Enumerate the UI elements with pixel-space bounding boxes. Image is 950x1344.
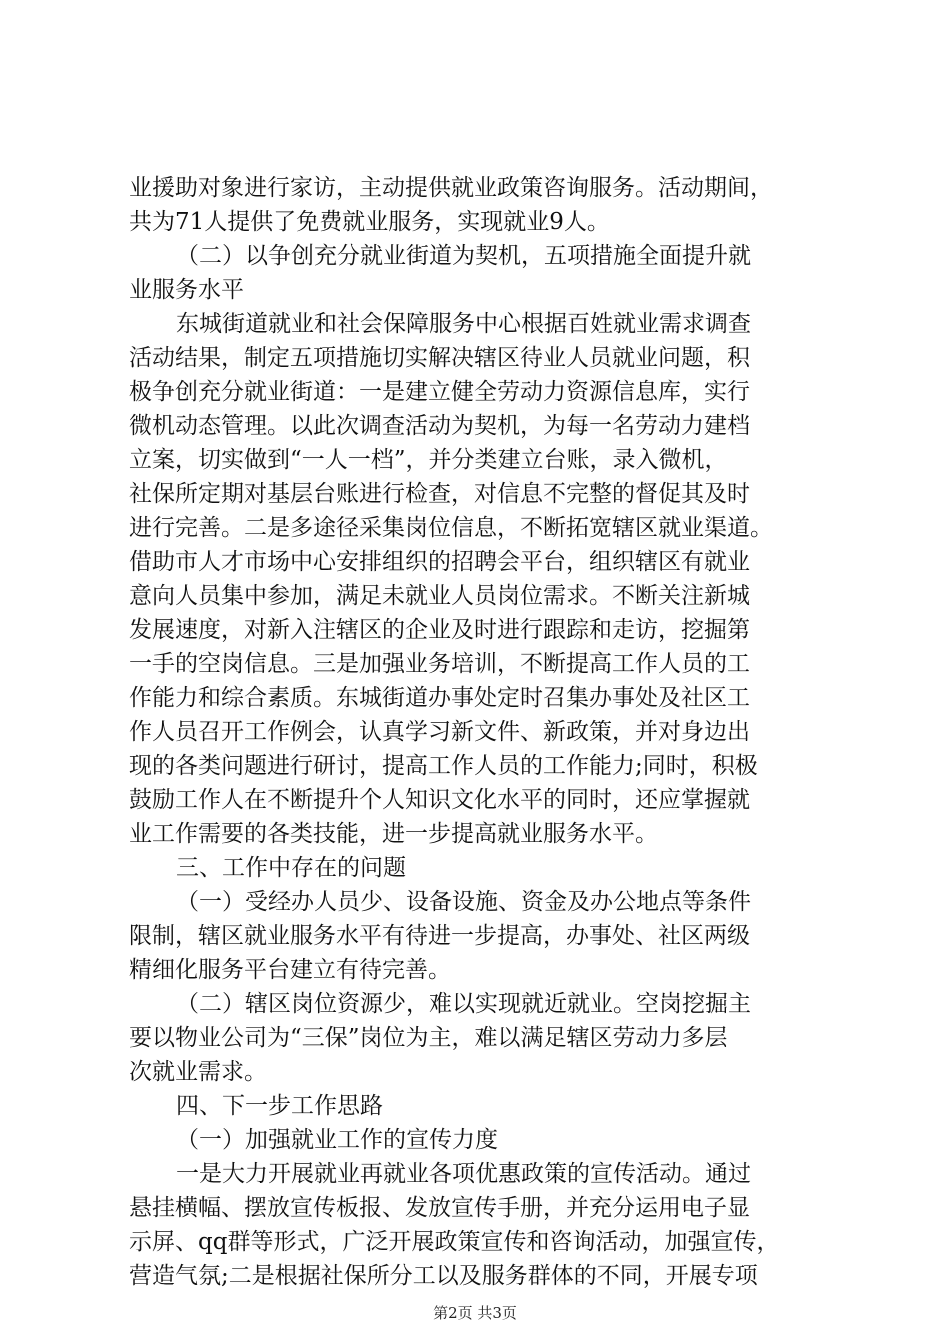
text-line: 进行完善。二是多途径采集岗位信息，不断拓宽辖区就业渠道。 xyxy=(129,515,773,541)
text-line: 活动结果，制定五项措施切实解决辖区待业人员就业问题，积 xyxy=(129,345,750,371)
text-line: 精细化服务平台建立有待完善。 xyxy=(129,957,451,983)
text-line: 借助市人才市场中心安排组织的招聘会平台，组织辖区有就业 xyxy=(129,549,750,575)
text-line: 示屏、qq群等形式，广泛开展政策宣传和咨询活动，加强宣传， xyxy=(129,1229,780,1255)
text-line: 要以物业公司为“三保”岗位为主，难以满足辖区劳动力多层 xyxy=(129,1025,728,1051)
text-line: 极争创充分就业街道：一是建立健全劳动力资源信息库，实行 xyxy=(129,379,750,405)
text-line: 东城街道就业和社会保障服务中心根据百姓就业需求调查 xyxy=(176,311,751,337)
text-line: 业工作需要的各类技能，进一步提高就业服务水平。 xyxy=(129,821,658,847)
text-line: 限制，辖区就业服务水平有待进一步提高，办事处、社区两级 xyxy=(129,923,750,949)
section-heading: 业服务水平 xyxy=(129,277,244,303)
section-heading: 四、下一步工作思路 xyxy=(176,1093,383,1119)
text-line: 鼓励工作人在不断提升个人知识文化水平的同时，还应掌握就 xyxy=(129,787,750,813)
page-number-footer: 第2页 共3页 xyxy=(433,1304,517,1322)
text-line: 悬挂横幅、摆放宣传板报、发放宣传手册，并充分运用电子显 xyxy=(129,1195,750,1221)
section-heading: 三、工作中存在的问题 xyxy=(176,855,406,881)
section-heading: （一）加强就业工作的宣传力度 xyxy=(176,1127,498,1153)
text-line: 作能力和综合素质。东城街道办事处定时召集办事处及社区工 xyxy=(129,685,750,711)
text-line: （二）辖区岗位资源少，难以实现就近就业。空岗挖掘主 xyxy=(176,991,751,1017)
text-line: 立案，切实做到“一人一档”，并分类建立台账，录入微机， xyxy=(129,447,728,473)
text-line: （一）受经办人员少、设备设施、资金及办公地点等条件 xyxy=(176,889,751,915)
text-line: 一手的空岗信息。三是加强业务培训，不断提高工作人员的工 xyxy=(129,651,750,677)
text-line: 作人员召开工作例会，认真学习新文件、新政策，并对身边出 xyxy=(129,719,750,745)
text-line: 意向人员集中参加，满足未就业人员岗位需求。不断关注新城 xyxy=(129,583,750,609)
text-line: 次就业需求。 xyxy=(129,1059,267,1085)
text-line: 微机动态管理。以此次调查活动为契机，为每一名劳动力建档 xyxy=(129,413,750,439)
text-line: 社保所定期对基层台账进行检查，对信息不完整的督促其及时 xyxy=(129,481,750,507)
text-line: 共为71人提供了免费就业服务，实现就业9人。 xyxy=(129,209,610,235)
text-line: 一是大力开展就业再就业各项优惠政策的宣传活动。通过 xyxy=(176,1161,751,1187)
text-line: 发展速度，对新入注辖区的企业及时进行跟踪和走访，挖掘第 xyxy=(129,617,750,643)
text-line: 现的各类问题进行研讨，提高工作人员的工作能力;同时，积极 xyxy=(129,753,758,779)
text-line: 业援助对象进行家访，主动提供就业政策咨询服务。活动期间， xyxy=(129,175,773,201)
text-line: 营造气氛;二是根据社保所分工以及服务群体的不同，开展专项 xyxy=(129,1263,758,1289)
section-heading: （二）以争创充分就业街道为契机，五项措施全面提升就 xyxy=(176,243,751,269)
